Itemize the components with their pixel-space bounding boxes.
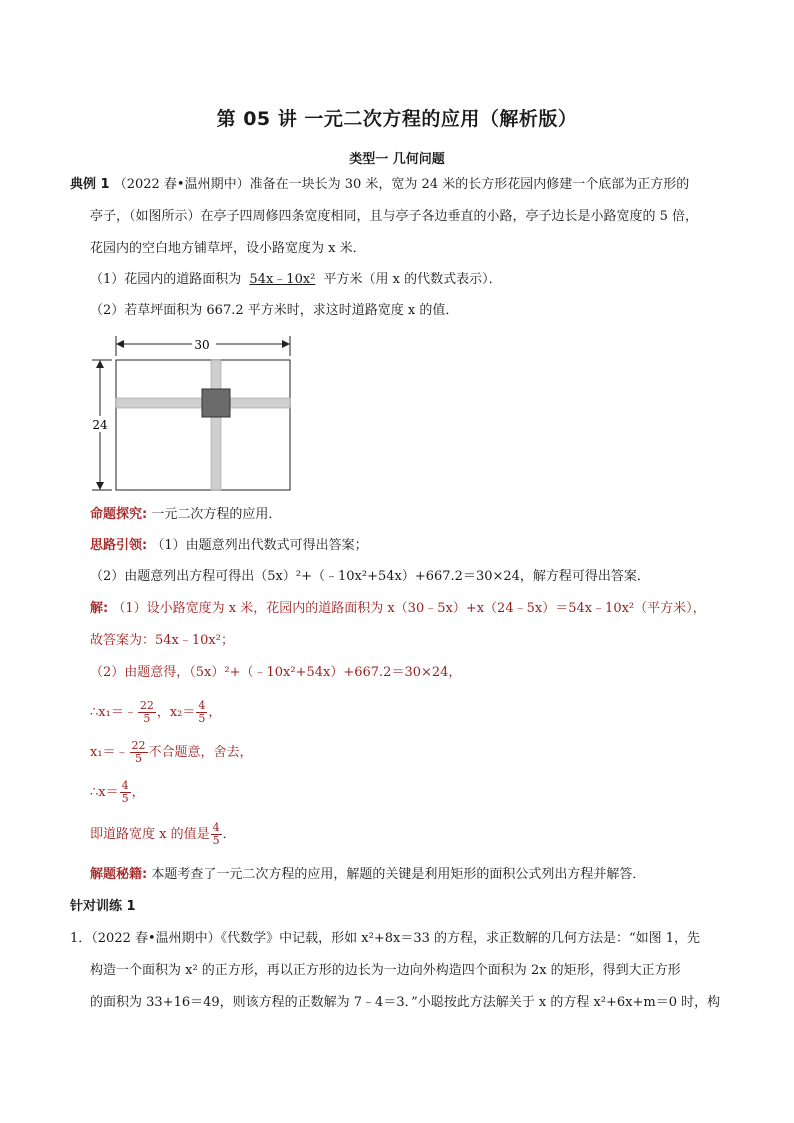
explore-text: 一元二次方程的应用． bbox=[151, 507, 282, 522]
fraction-denominator: 5 bbox=[143, 712, 151, 725]
training-problem-line-3: 的面积为 33+16＝49，则该方程的正数解为 7﹣4＝3．”小聪按此方法解关于 x 的方程 x²+6x+m＝0 时，构 bbox=[90, 995, 721, 1010]
fraction-numerator: 4 bbox=[121, 779, 129, 792]
solution-line-1: （1）设小路宽度为 x 米，花园内的道路面积为 x（30﹣5x）+x（24﹣5x）＝54x﹣10x²（平方米）， bbox=[112, 601, 706, 616]
solution-line-5-b: 不合题意，舍去， bbox=[148, 745, 253, 760]
solution-line-5-a: x₁＝﹣ bbox=[90, 745, 129, 760]
training-label: 针对训练 1 bbox=[70, 899, 136, 914]
explore-label: 命题探究: bbox=[90, 507, 148, 522]
fraction bbox=[138, 700, 156, 725]
page-title: 第 05 讲 一元二次方程的应用（解析版） bbox=[216, 108, 578, 130]
question-1-prefix: （1）花园内的道路面积为 bbox=[90, 272, 242, 287]
solution-line-7-b: ． bbox=[222, 827, 236, 842]
fraction bbox=[196, 700, 207, 725]
garden-figure bbox=[88, 334, 304, 496]
garden-rectangle bbox=[116, 360, 290, 490]
training-problem-line-2: 构造一个面积为 x² 的正方形，再以正方形的边长为一边向外构造四个面积为 2x 的矩形，得到大正方形 bbox=[90, 963, 681, 978]
solution-row-1 bbox=[90, 600, 706, 618]
solution-line-6-a: ∴x＝ bbox=[90, 785, 119, 800]
solution-line-3: （2）由题意得，（5x）²+（﹣10x²+54x）+667.2＝30×24， bbox=[90, 665, 462, 680]
fraction-numerator: 22 bbox=[139, 699, 154, 712]
example-line-3: 花园内的空白地方铺草坪，设小路宽度为 x 米． bbox=[90, 241, 366, 256]
solution-line-7 bbox=[90, 822, 236, 848]
solution-line-5 bbox=[90, 740, 253, 766]
question-1-suffix: 平方米（用 x 的代数式表示）． bbox=[323, 272, 502, 287]
fraction-denominator: 5 bbox=[135, 752, 143, 765]
training-problem-line-1: 1．（2022 春•温州期中）《代数学》中记载，形如 x²+8x＝33 的方程，求正数解的几何方法是：“如图 1，先 bbox=[70, 931, 701, 946]
solution-line-2: 故答案为：54x﹣10x²； bbox=[90, 633, 234, 648]
fraction-numerator: 4 bbox=[212, 821, 220, 834]
fraction-denominator: 5 bbox=[121, 792, 129, 805]
vertical-road bbox=[211, 360, 221, 490]
example-line-2: 亭子，（如图所示）在亭子四周修四条宽度相同，且与亭子各边垂直的小路，亭子边长是小路宽度的 5 倍， bbox=[90, 209, 699, 224]
question-1-answer: 54x﹣10x² bbox=[249, 272, 316, 287]
explore-row bbox=[90, 506, 281, 524]
question-1 bbox=[90, 271, 502, 289]
secret-text: 本题考查了一元二次方程的应用，解题的关键是利用矩形的面积公式列出方程并解答． bbox=[151, 867, 646, 882]
fraction bbox=[130, 740, 148, 765]
solution-line-6-b: ， bbox=[131, 785, 145, 800]
solution-line-4 bbox=[90, 700, 221, 726]
fraction-numerator: 4 bbox=[198, 699, 206, 712]
fraction-numerator: 22 bbox=[131, 739, 146, 752]
pavilion-square bbox=[202, 389, 230, 417]
hint-row bbox=[90, 537, 368, 555]
question-2: （2）若草坪面积为 667.2 平方米时，求这时道路宽度 x 的值． bbox=[90, 303, 459, 318]
secret-row bbox=[90, 866, 645, 884]
fraction-denominator: 5 bbox=[198, 712, 206, 725]
fraction bbox=[211, 822, 222, 847]
hint-label: 思路引领: bbox=[90, 538, 148, 553]
solution-line-6 bbox=[90, 780, 145, 806]
example-label: 典例 1 bbox=[70, 177, 110, 192]
height-label: 24 bbox=[92, 418, 108, 432]
fraction bbox=[120, 780, 131, 805]
solution-line-4-c: ， bbox=[208, 705, 222, 720]
secret-label: 解题秘籍: bbox=[90, 867, 148, 882]
width-label: 30 bbox=[194, 338, 210, 352]
hint-line-2: （2）由题意列出方程可得出（5x）²+（﹣10x²+54x）+667.2＝30×24，解方程可得出答案． bbox=[90, 569, 650, 584]
example-line-1 bbox=[70, 176, 689, 194]
solution-label: 解: bbox=[90, 601, 109, 616]
solution-line-4-a: ∴x₁＝﹣ bbox=[90, 705, 137, 720]
hint-line-1: （1）由题意列出代数式可得出答案； bbox=[151, 538, 368, 553]
example-text-1: （2022 春•温州期中）准备在一块长为 30 米，宽为 24 米的长方形花园内修建一个底部为正方形的 bbox=[113, 177, 690, 192]
solution-line-7-a: 即道路宽度 x 的值是 bbox=[90, 827, 210, 842]
fraction-denominator: 5 bbox=[212, 834, 220, 847]
solution-line-4-b: ，x₂＝ bbox=[156, 705, 196, 720]
section-subtitle: 类型一 几何问题 bbox=[349, 152, 445, 167]
